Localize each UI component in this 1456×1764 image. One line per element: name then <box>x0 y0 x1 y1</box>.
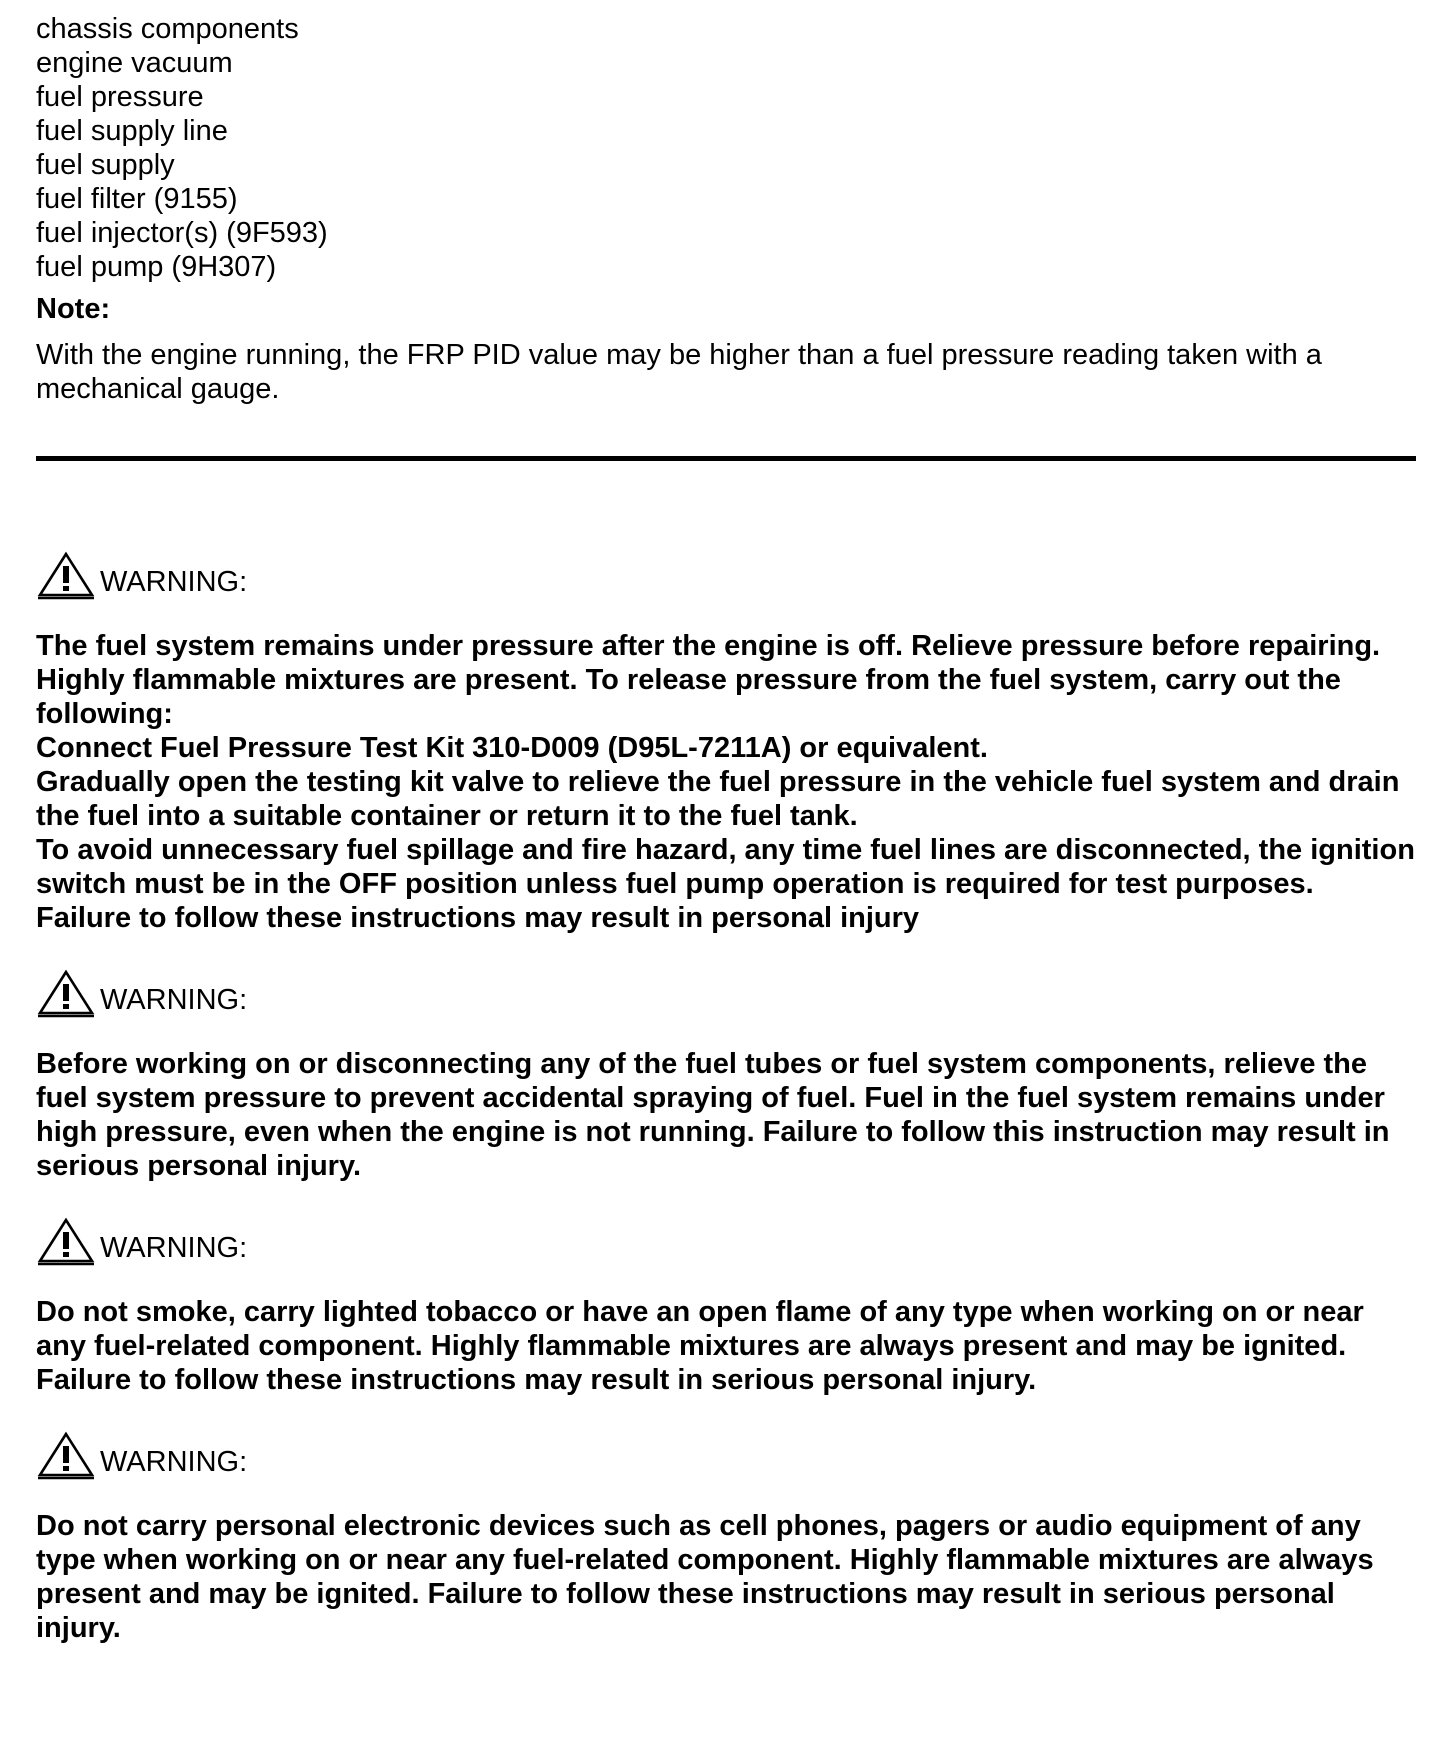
component-item: fuel filter (9155) <box>36 183 238 215</box>
component-item: fuel supply line <box>36 115 228 147</box>
warning-triangle-icon <box>36 969 96 1019</box>
note-label: Note: <box>36 293 111 325</box>
document-page <box>36 12 1416 1645</box>
warning-line: To avoid unnecessary fuel spillage and fire hazard, any time fuel lines are disconnected, the ignition switch must be in the OFF position unless fuel pump operation is required for test purposes. <box>36 834 1415 900</box>
warning-line: Before working on or disconnecting any of the fuel tubes or fuel system components, relieve the fuel system pressure to prevent accidental spraying of fuel. Fuel in the fuel system remains under high pressure, even when the engine is not running. Failure to follow this instruction may result in serious personal injury. <box>36 1048 1390 1182</box>
warning-line: Failure to follow these instructions may result in personal injury <box>36 902 920 934</box>
warning-block <box>36 545 1416 935</box>
warning-triangle-icon <box>36 551 96 601</box>
component-list <box>36 12 1416 284</box>
warning-label: WARNING: <box>100 1232 248 1264</box>
note-text: With the engine running, the FRP PID value may be higher than a fuel pressure reading taken with a mechanical gauge. <box>36 339 1322 405</box>
component-item: engine vacuum <box>36 47 233 79</box>
warning-block <box>36 1425 1416 1645</box>
warning-header <box>36 545 1416 601</box>
component-item: fuel supply <box>36 149 175 181</box>
warning-text <box>36 1295 1416 1397</box>
warning-text <box>36 629 1416 935</box>
warning-text <box>36 1047 1416 1183</box>
component-item: fuel pressure <box>36 81 204 113</box>
warning-block <box>36 1211 1416 1397</box>
warning-triangle-icon <box>36 1431 96 1481</box>
section-divider <box>36 456 1416 461</box>
component-item: fuel injector(s) (9F593) <box>36 217 328 249</box>
warning-text <box>36 1509 1416 1645</box>
warning-header <box>36 1425 1416 1481</box>
warning-line: Connect Fuel Pressure Test Kit 310-D009 (D95L-7211A) or equivalent. <box>36 732 988 764</box>
warning-header <box>36 963 1416 1019</box>
warning-label: WARNING: <box>100 566 248 598</box>
warning-label: WARNING: <box>100 984 248 1016</box>
component-item: fuel pump (9H307) <box>36 251 277 283</box>
warning-header <box>36 1211 1416 1267</box>
warning-label: WARNING: <box>100 1446 248 1478</box>
warning-block <box>36 963 1416 1183</box>
warning-line: Do not smoke, carry lighted tobacco or have an open flame of any type when working on or near any fuel-related component. Highly flammable mixtures are always present and may be ignited. Failure to follow these instructions may result in serious personal injury. <box>36 1296 1364 1396</box>
warning-line: Gradually open the testing kit valve to relieve the fuel pressure in the vehicle fuel system and drain the fuel into a suitable container or return it to the fuel tank. <box>36 766 1400 832</box>
component-item: chassis components <box>36 13 299 45</box>
warning-line: Do not carry personal electronic devices such as cell phones, pagers or audio equipment of any type when working on or near any fuel-related component. Highly flammable mixtures are always present and may be ignited. Failure to follow these instructions may result in serious personal injury. <box>36 1510 1374 1644</box>
warning-triangle-icon <box>36 1217 96 1267</box>
warning-line: The fuel system remains under pressure after the engine is off. Relieve pressure before repairing. Highly flammable mixtures are present. To release pressure from the fuel system, carry out the following: <box>36 630 1381 730</box>
